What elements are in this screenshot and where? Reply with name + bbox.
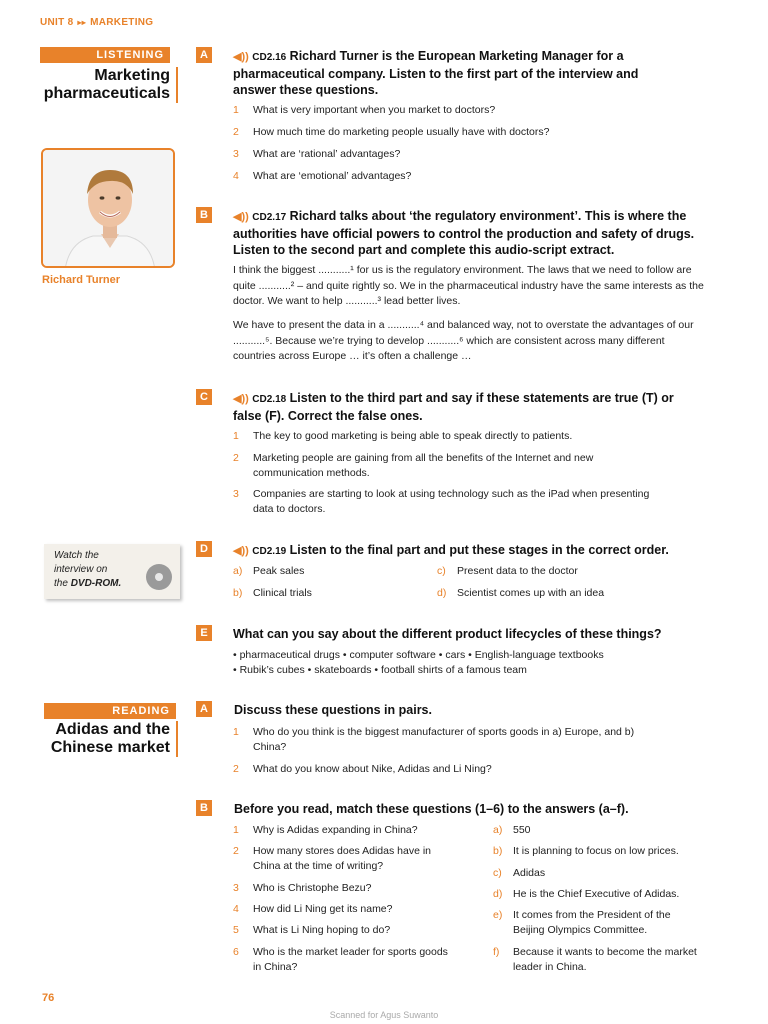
list-item: c) Present data to the doctor xyxy=(437,565,578,577)
exercise-a-instruction: Richard Turner is the European Marketing Manager for a pharmaceutical company. Listen to the first part of the interview and answer these questions. xyxy=(233,49,639,97)
exercise-b-heading xyxy=(233,208,703,258)
list-item: 2 Marketing people are gaining from all the benefits of the Internet and new communication methods. xyxy=(233,452,594,479)
product-list-line-1: • pharmaceutical drugs • computer software • cars • English-language textbooks xyxy=(233,649,604,661)
exercise-d-letter: D xyxy=(196,541,212,557)
reading-a-heading: Discuss these questions in pairs. xyxy=(234,703,432,717)
dvd-line2: interview on xyxy=(54,564,108,575)
exercise-c-heading xyxy=(233,390,693,424)
exercise-d-heading xyxy=(233,542,703,560)
answer-item: d) He is the Chief Executive of Adidas. xyxy=(493,888,680,900)
audio-icon: ◀)) xyxy=(233,545,249,557)
list-item: 2 What do you know about Nike, Adidas and Li Ning? xyxy=(233,763,492,775)
audio-script-paragraph-1: I think the biggest ...........¹ for us is the regulatory environment. The laws that we need to follow are quite ...........² – and quite rightly so. We in the pharmaceutical industry have the same interests as the doctor. We want to help ...........³ lead better lives. xyxy=(233,264,704,307)
audio-icon: ◀)) xyxy=(233,393,249,405)
cd-track-label: CD2.19 xyxy=(252,546,287,557)
exercise-a-letter: A xyxy=(196,47,212,63)
exercise-c-instruction: Listen to the third part and say if these statements are true (T) or false (F). Correct the false ones. xyxy=(233,391,674,423)
answer-item: c) Adidas xyxy=(493,867,546,879)
answer-item: f) Because it wants to become the market leader in China. xyxy=(493,946,697,973)
reading-b-heading: Before you read, match these questions (1–6) to the answers (a–f). xyxy=(234,802,629,816)
listening-label: LISTENING xyxy=(40,47,170,63)
exercise-a-list xyxy=(233,103,683,184)
listening-title-line2: pharmaceuticals xyxy=(43,85,170,102)
exercise-e-letter: E xyxy=(196,625,212,641)
question-item: 4 How did Li Ning get its name? xyxy=(233,903,393,915)
list-item: a) Peak sales xyxy=(233,565,305,577)
section-label: MARKETING xyxy=(90,17,154,28)
audio-icon: ◀)) xyxy=(233,211,249,223)
exercise-d-instruction: Listen to the final part and put these stages in the correct order. xyxy=(289,543,669,557)
list-item: 4 What are ‘emotional’ advantages? xyxy=(233,170,412,182)
exercise-e-heading: What can you say about the different product lifecycles of these things? xyxy=(233,627,662,641)
cd-track-label: CD2.17 xyxy=(252,212,287,223)
answer-item: b) It is planning to focus on low prices. xyxy=(493,845,679,857)
question-item: 2 How many stores does Adidas have in China at the time of writing? xyxy=(233,845,432,872)
reading-title-line2: Chinese market xyxy=(50,739,170,756)
scan-note: Scanned for Agus Suwanto xyxy=(329,1010,439,1020)
cd-track-label: CD2.16 xyxy=(252,52,287,63)
exercise-c-letter: C xyxy=(196,389,212,405)
dvd-line1: Watch the xyxy=(54,550,99,561)
list-item: 1 The key to good marketing is being able to speak directly to patients. xyxy=(233,430,573,442)
dvd-note xyxy=(44,544,180,599)
list-item: 1 Who do you think is the biggest manufacturer of sports goods in a) Europe, and b) China? xyxy=(233,726,635,753)
reading-a-letter: A xyxy=(196,701,212,717)
dvd-line3: the DVD-ROM. xyxy=(54,578,122,589)
product-list-line-2: • Rubik’s cubes • skateboards • football shirts of a famous team xyxy=(233,664,527,676)
list-item: 3 What are ‘rational’ advantages? xyxy=(233,148,401,160)
question-item: 6 Who is the market leader for sports goods in China? xyxy=(233,946,448,973)
list-item: b) Clinical trials xyxy=(233,587,312,599)
richard-turner-photo xyxy=(41,148,175,268)
list-item: 2 How much time do marketing people usually have with doctors? xyxy=(233,126,550,138)
reading-b-letter: B xyxy=(196,800,212,816)
listening-title-line1: Marketing xyxy=(94,67,170,84)
exercise-b-letter: B xyxy=(196,207,212,223)
question-item: 5 What is Li Ning hoping to do? xyxy=(233,924,391,936)
cd-track-label: CD2.18 xyxy=(252,394,287,405)
reading-title xyxy=(40,721,178,757)
question-item: 3 Who is Christophe Bezu? xyxy=(233,882,372,894)
question-item: 1 Why is Adidas expanding in China? xyxy=(233,824,418,836)
list-item: d) Scientist comes up with an idea xyxy=(437,587,605,599)
listening-title xyxy=(40,67,178,103)
arrows-icon: ▸▸ xyxy=(77,18,87,27)
dvd-disc-icon xyxy=(146,564,172,590)
page-number: 76 xyxy=(42,992,55,1004)
list-item: 1 What is very important when you market to doctors? xyxy=(233,104,496,116)
photo-caption: Richard Turner xyxy=(42,274,121,286)
portrait-image xyxy=(43,150,175,268)
exercise-a-heading xyxy=(233,48,678,98)
answer-item: e) It comes from the President of the Beijing Olympics Committee. xyxy=(493,909,671,936)
answer-item: a) 550 xyxy=(493,824,531,836)
audio-script-paragraph-2: We have to present the data in a ...........⁴ and balanced way, not to overstate the advantages of our ...........⁵. Because we’re trying to develop ...........⁶ which are consistent across many different countries across Europe … it’s often a challenge … xyxy=(233,319,694,362)
list-item: 3 Companies are starting to look at using technology such as the iPad when presenting data to doctors. xyxy=(233,488,650,515)
exercise-b-instruction: Richard talks about ‘the regulatory environment’. This is where the authorities have official powers to control the production and safety of drugs. Listen to the second part and complete this audio-script extract. xyxy=(233,209,695,257)
unit-header xyxy=(40,17,153,28)
reading-label: READING xyxy=(44,703,176,719)
reading-title-line1: Adidas and the xyxy=(55,721,170,738)
audio-icon: ◀)) xyxy=(233,51,249,63)
unit-label: UNIT 8 xyxy=(40,17,74,28)
